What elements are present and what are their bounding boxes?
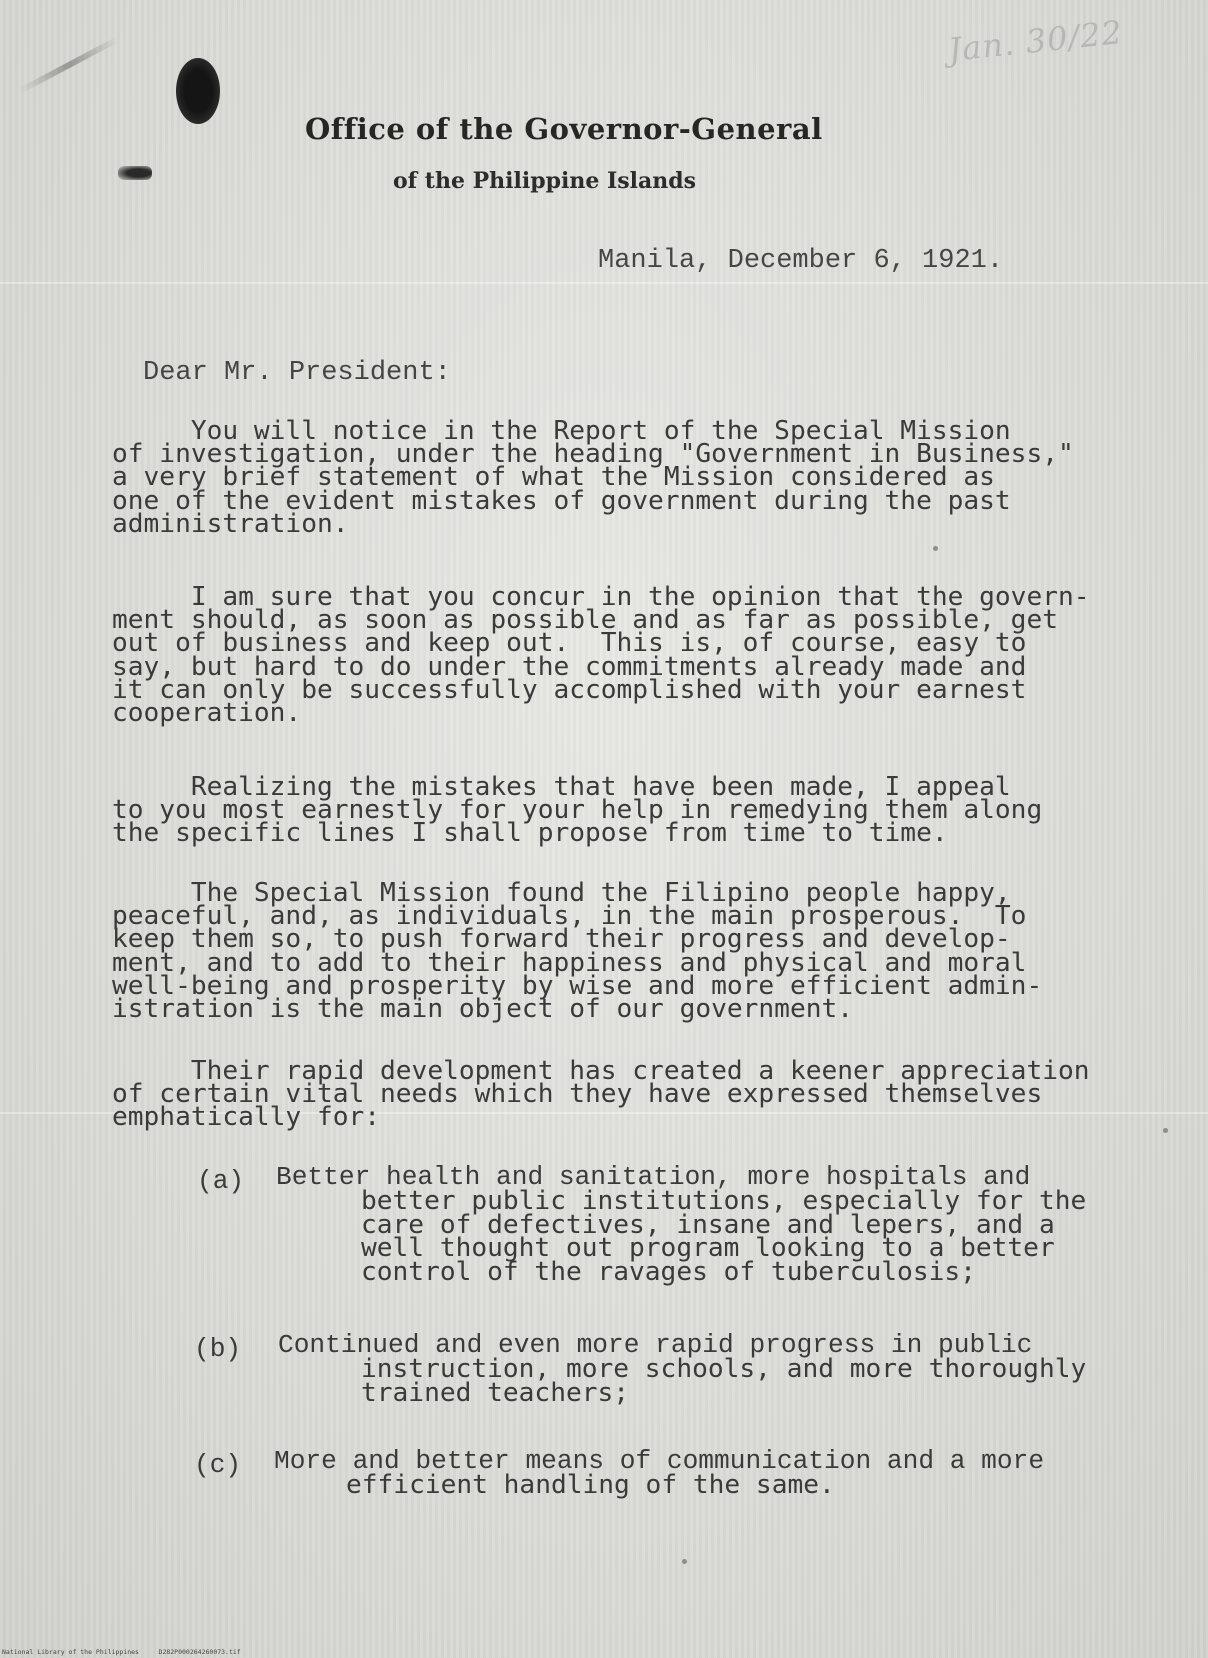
ink-mark — [118, 166, 152, 180]
list-item-text: Continued and even more rapid progress in public — [278, 1330, 1033, 1360]
paragraph: I am sure that you concur in the opinion that the govern- ment should, as soon as possible and as far as possible, get out of business and keep out. This is, of course, easy to say, but hard to do under the commitments already made and it can only be successfully accomplished with your earnest cooperation. — [112, 582, 1090, 729]
list-item-text: Better health and sanitation, more hospitals and — [276, 1162, 1031, 1192]
letterhead-subtitle: of the Philippine Islands — [393, 168, 697, 194]
salutation: Dear Mr. President: — [143, 358, 451, 388]
list-item-text: better public institutions, especially for the care of defectives, insane and lepers, and a well thought out program looking to a better control of the ravages of tuberculosis; — [361, 1186, 1087, 1287]
paragraph: Their rapid development has created a keener appreciation of certain vital needs which they have expressed themselves emphatically for: — [112, 1056, 1090, 1133]
speck — [682, 1559, 687, 1564]
list-item-marker: (b) — [194, 1334, 242, 1364]
paper-fold — [0, 282, 1208, 284]
list-item-text: More and better means of communication and a more — [274, 1446, 1045, 1476]
paragraph: You will notice in the Report of the Special Mission of investigation, under the heading "Government in Business," a very brief statement of what the Mission considered as one of the evident mistakes of government during the past administration. — [112, 416, 1074, 539]
letter-date: Manila, December 6, 1921. — [598, 246, 1004, 276]
list-item-text: instruction, more schools, and more thoroughly trained teachers; — [361, 1354, 1087, 1408]
archive-footer: National Library of the Philippines D282P000264260073.tif — [2, 1648, 241, 1656]
list-item-text: efficient handling of the same. — [346, 1470, 835, 1500]
pencil-smudge — [19, 37, 119, 94]
handwritten-annotation: Jan. 30/22 — [946, 12, 1125, 70]
letterhead-title: Office of the Governor-General — [305, 112, 823, 146]
speck — [933, 546, 938, 551]
list-item-marker: (c) — [194, 1450, 242, 1480]
paragraph: Realizing the mistakes that have been made, I appeal to you most earnestly for your help in remedying them along the specific lines I shall propose from time to time. — [112, 772, 1043, 849]
speck — [1163, 1128, 1168, 1133]
paragraph: The Special Mission found the Filipino people happy, peaceful, and, as individuals, in the main prosperous. To keep them so, to push forward their progress and develop- ment, and to add to their happiness and physical and moral well-being and prosperity by wise and more efficient admin- istration is the main object of our government. — [112, 878, 1043, 1025]
list-item-marker: (a) — [197, 1166, 245, 1196]
ink-blot — [176, 58, 220, 124]
